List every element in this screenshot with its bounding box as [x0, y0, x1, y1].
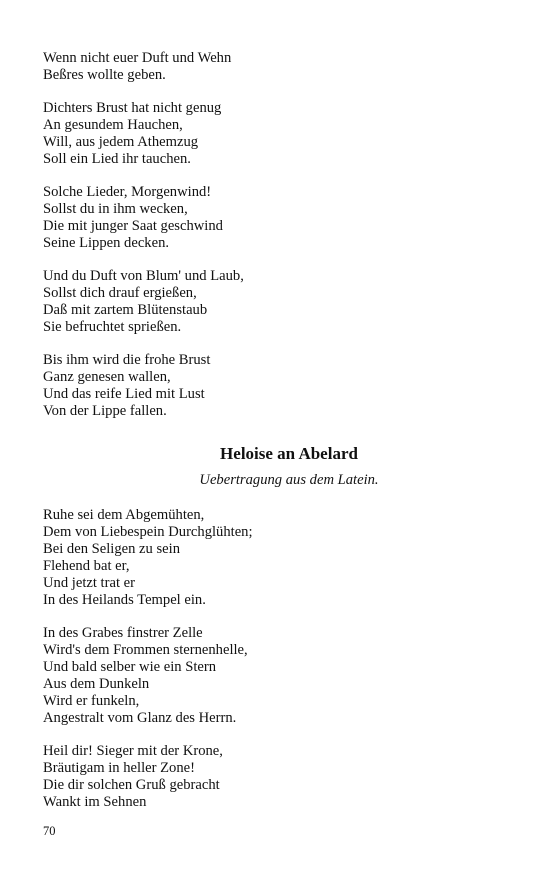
stanza: [43, 743, 513, 811]
poem-heloise: [43, 444, 513, 811]
verse-line: Aus dem Dunkeln: [43, 676, 150, 692]
verse-line: Und das reife Lied mit Lust: [43, 386, 205, 402]
verse-line: Daß mit zartem Blütenstaub: [43, 302, 208, 318]
page-number: 70: [43, 824, 56, 838]
verse-line: Bräutigam in heller Zone!: [43, 760, 195, 776]
stanza: [43, 507, 513, 609]
verse-line: Beßres wollte geben.: [43, 67, 166, 83]
verse-line: Die mit junger Saat geschwind: [43, 218, 223, 234]
verse-line: Bei den Seligen zu sein: [43, 541, 180, 557]
verse-line: Solche Lieder, Morgenwind!: [43, 184, 212, 200]
verse-line: Dem von Liebespein Durchglühten;: [43, 524, 253, 540]
stanza: [43, 268, 513, 336]
stanza: [43, 50, 513, 84]
verse-line: Flehend bat er,: [43, 558, 130, 574]
verse-line: Die dir solchen Gruß gebracht: [43, 777, 220, 793]
verse-line: Will, aus jedem Athemzug: [43, 134, 199, 150]
stanza: [43, 625, 513, 727]
verse-line: Dichters Brust hat nicht genug: [43, 100, 222, 116]
verse-line: Soll ein Lied ihr tauchen.: [43, 151, 191, 167]
verse-line: An gesundem Hauchen,: [43, 117, 183, 133]
poem-subtitle: Uebertragung aus dem Latein.: [199, 472, 379, 488]
verse-line: Heil dir! Sieger mit der Krone,: [43, 743, 223, 759]
stanza: [43, 184, 513, 252]
verse-line: Und bald selber wie ein Stern: [43, 659, 217, 675]
verse-line: In des Heilands Tempel ein.: [43, 592, 206, 608]
stanza: [43, 352, 513, 420]
verse-line: Sie befruchtet sprießen.: [43, 319, 182, 335]
verse-line: Und du Duft von Blum' und Laub,: [43, 268, 244, 284]
verse-line: Von der Lippe fallen.: [43, 403, 167, 419]
verse-line: Wenn nicht euer Duft und Wehn: [43, 50, 232, 66]
verse-line: Angestralt vom Glanz des Herrn.: [43, 710, 237, 726]
verse-line: Bis ihm wird die frohe Brust: [43, 352, 211, 368]
poem-continued: [43, 50, 513, 420]
verse-line: Und jetzt trat er: [43, 575, 135, 591]
verse-line: Sollst du in ihm wecken,: [43, 201, 188, 217]
verse-line: Wird's dem Frommen sternenhelle,: [43, 642, 248, 658]
verse-line: Wankt im Sehnen: [43, 794, 147, 810]
verse-line: In des Grabes finstrer Zelle: [43, 625, 203, 641]
verse-line: Wird er funkeln,: [43, 693, 140, 709]
poem-title: Heloise an Abelard: [220, 444, 358, 463]
stanza: [43, 100, 513, 168]
book-page: [43, 50, 513, 827]
verse-line: Sollst dich drauf ergießen,: [43, 285, 197, 301]
verse-line: Seine Lippen decken.: [43, 235, 170, 251]
verse-line: Ruhe sei dem Abgemühten,: [43, 507, 205, 523]
verse-line: Ganz genesen wallen,: [43, 369, 171, 385]
